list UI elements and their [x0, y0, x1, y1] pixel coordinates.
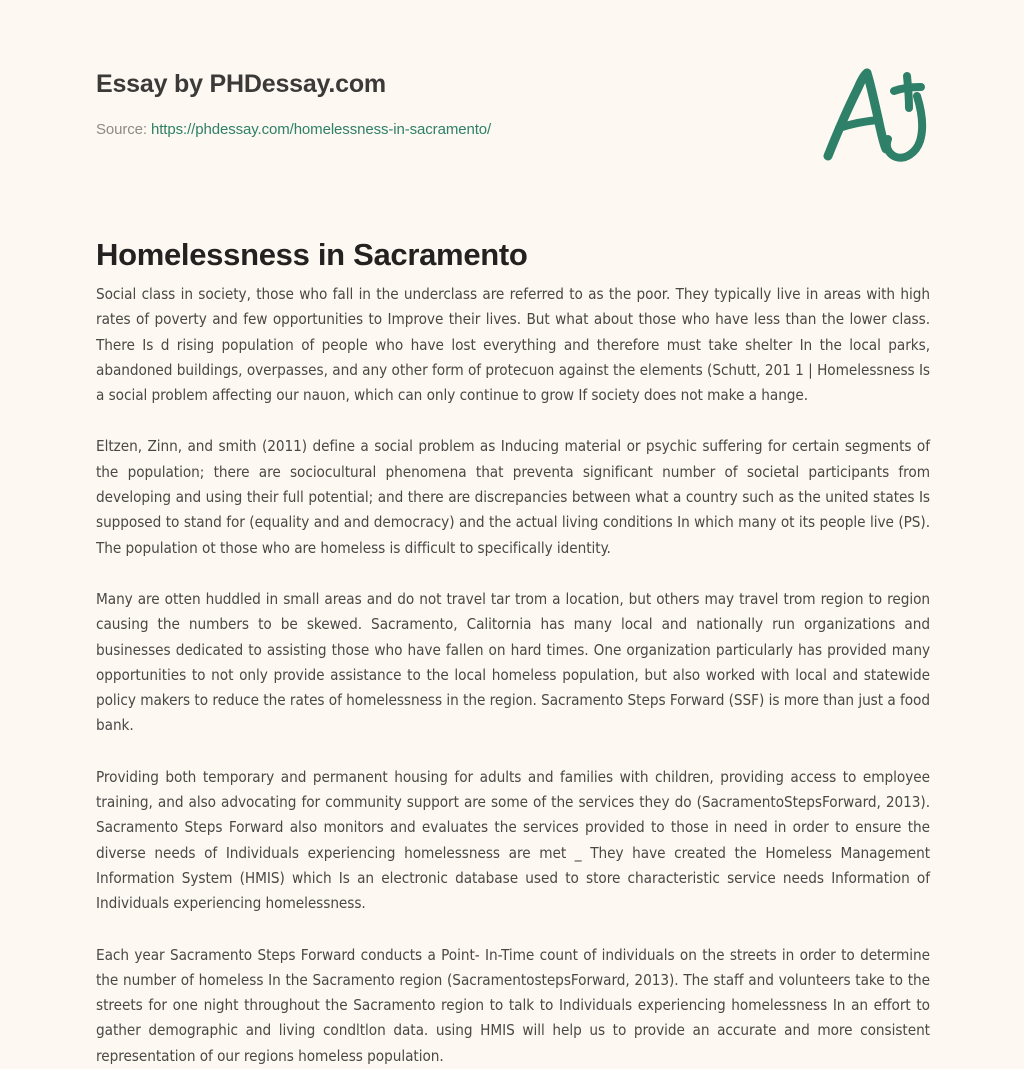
page-header — [0, 0, 1024, 200]
paragraph: Eltzen, Zinn, and smith (2011) define a social problem as Inducing material or psychic suffering for certain segments of the population; there are sociocultural phenomena that preventa significant number of societal participants from developing and using their full potential; and there are discrepancies between what a country such as the united states Is supposed to stand for (equality and and democracy) and the actual living conditions In which many ot its people live (PS). The population ot those who are homeless is difficult to specifically identity. — [96, 437, 930, 557]
source-url-link[interactable]: https://phdessay.com/homelessness-in-sacramento/ — [151, 121, 492, 138]
paragraph: Many are otten huddled in small areas and do not travel tar trom a location, but others may travel trom region to region causing the numbers to be skewed. Sacramento, Calitornia has many local and nationally run organizations and businesses dedicated to assisting those who have fallen on hard times. One organization particularly has provided many opportunities to not only provide assistance to the local homeless population, but also worked with local and statewide policy makers to reduce the rates of homelessness in the region. Sacramento Steps Forward (SSF) is more than just a food bank. — [96, 589, 930, 735]
phdessay-a-plus-logo-icon — [806, 56, 946, 176]
source-line — [96, 121, 491, 138]
paragraph: Providing both temporary and permanent housing for adults and families with children, providing access to employee training, and also advocating for community support are some of the services they do (SacramentoStepsForward, 2013). Sacramento Steps Forward also monitors and evaluates the services provided to those in need in order to ensure the diverse needs of Individuals experiencing homelessness are met _ They have created the Homeless Management Information System (HMIS) which Is an electronic database used to store characteristic service needs Information of Individuals experiencing homelessness. — [96, 767, 930, 913]
paragraph: Social class in society, those who fall in the underclass are referred to as the poor. They typically live in areas with high rates of poverty and few opportunities to Improve their lives. But what about those who have less than the lower class. There Is d rising population of people who have lost everything and therefore must take shelter In the local parks, abandoned buildings, overpasses, and any other form of protecuon against the elements (Schutt, 201 1 | Homelessness Is a social problem affecting our nauon, which can only continue to grow If society does not make a hange. — [96, 285, 930, 405]
page-title: Homelessness in Sacramento — [96, 236, 528, 272]
source-label: Source: — [96, 121, 147, 138]
brand-title: Essay by PHDessay.com — [96, 70, 386, 98]
essay-body — [96, 282, 930, 1069]
paragraph: Each year Sacramento Steps Forward conducts a Point- In-Time count of individuals on the streets in order to determine the number of homeless In the Sacramento region (SacramentostepsForward, 2013). The staff and volunteers take to the streets for one night throughout the Sacramento region to talk to Individuals experiencing homelessness In an effort to gather demographic and living condltlon data. using HMIS will help us to provide an accurate and more consistent representation of our regions homeless population. — [96, 945, 930, 1065]
